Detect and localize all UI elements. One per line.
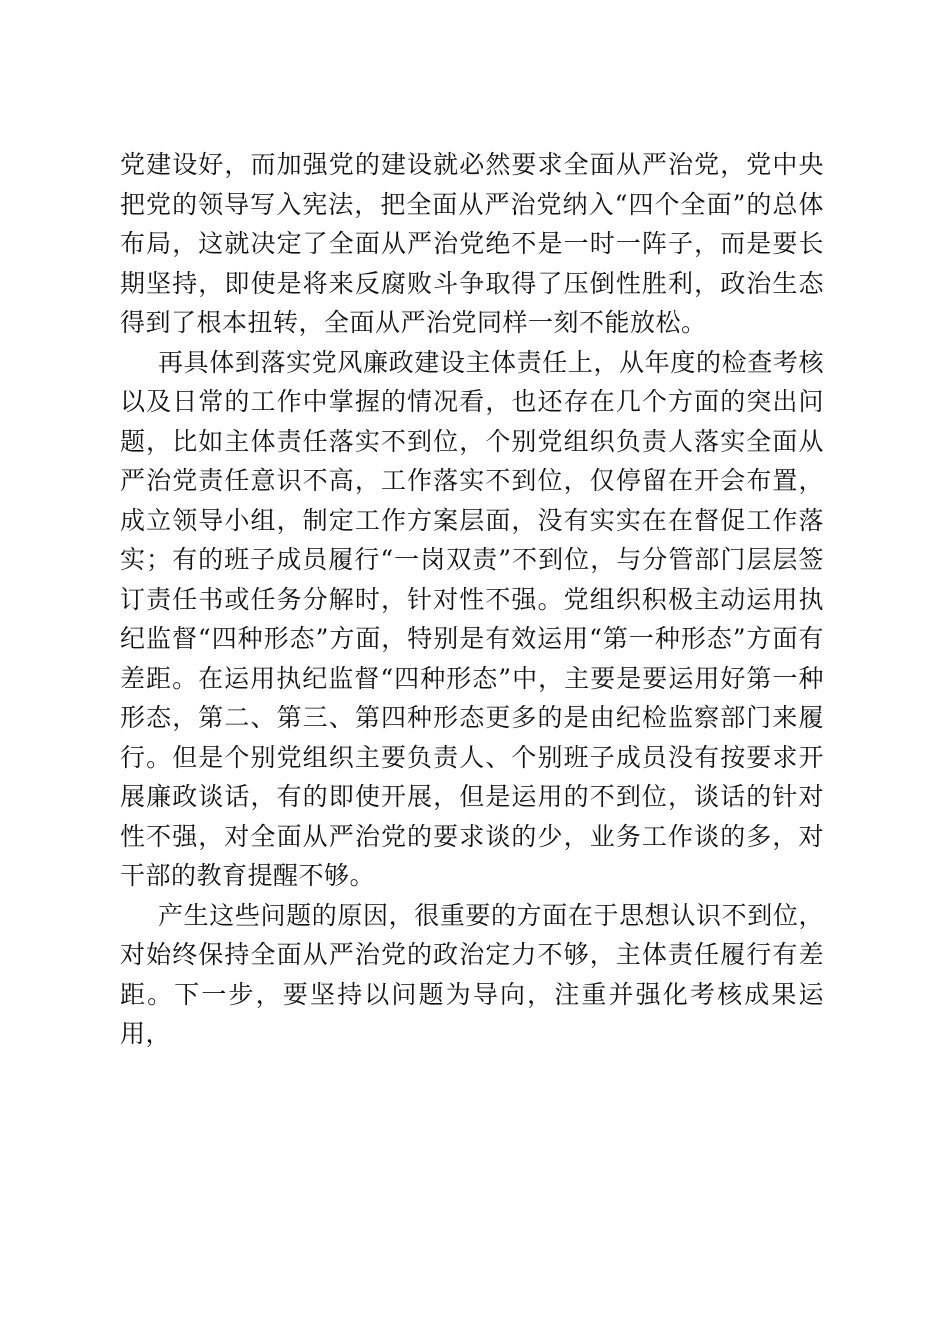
paragraph-3: 产生这些问题的原因，很重要的方面在于思想认识不到位，对始终保持全面从严治党的政治定力不够，主体责任履行有差距。下一步，要坚持以问题为导向，注重并强化考核成果运用， xyxy=(120,900,824,1048)
paragraph-2: 再具体到落实党风廉政建设主体责任上，从年度的检查考核以及日常的工作中掌握的情况看，也还存在几个方面的突出问题，比如主体责任落实不到位，个别党组织负责人落实全面从严治党责任意识不高，工作落实不到位，仅停留在开会布置，成立领导小组，制定工作方案层面，没有实实在在督促工作落实；有的班子成员履行“一岗双责”不到位，与分管部门层层签订责任书或任务分解时，针对性不强。党组织积极主动运用执纪监督“四种形态”方面，特别是有效运用“第一种形态”方面有差距。在运用执纪监督“四种形态”中，主要是要运用好第一种形态，第二、第三、第四种形态更多的是由纪检监察部门来履行。但是个别党组织主要负责人、个别班子成员没有按要求开展廉政谈话，有的即使开展，但是运用的不到位，谈话的针对性不强，对全面从严治党的要求谈的少，业务工作谈的多，对干部的教育提醒不够。 xyxy=(120,347,824,890)
document-body xyxy=(120,145,824,1054)
paragraph-1: 党建设好，而加强党的建设就必然要求全面从严治党，党中央把党的领导写入宪法，把全面从严治党纳入“四个全面”的总体布局，这就决定了全面从严治党绝不是一时一阵子，而是要长期坚持，即使是将来反腐败斗争取得了压倒性胜利，政治生态得到了根本扭转，全面从严治党同样一刻不能放松。 xyxy=(120,150,824,337)
